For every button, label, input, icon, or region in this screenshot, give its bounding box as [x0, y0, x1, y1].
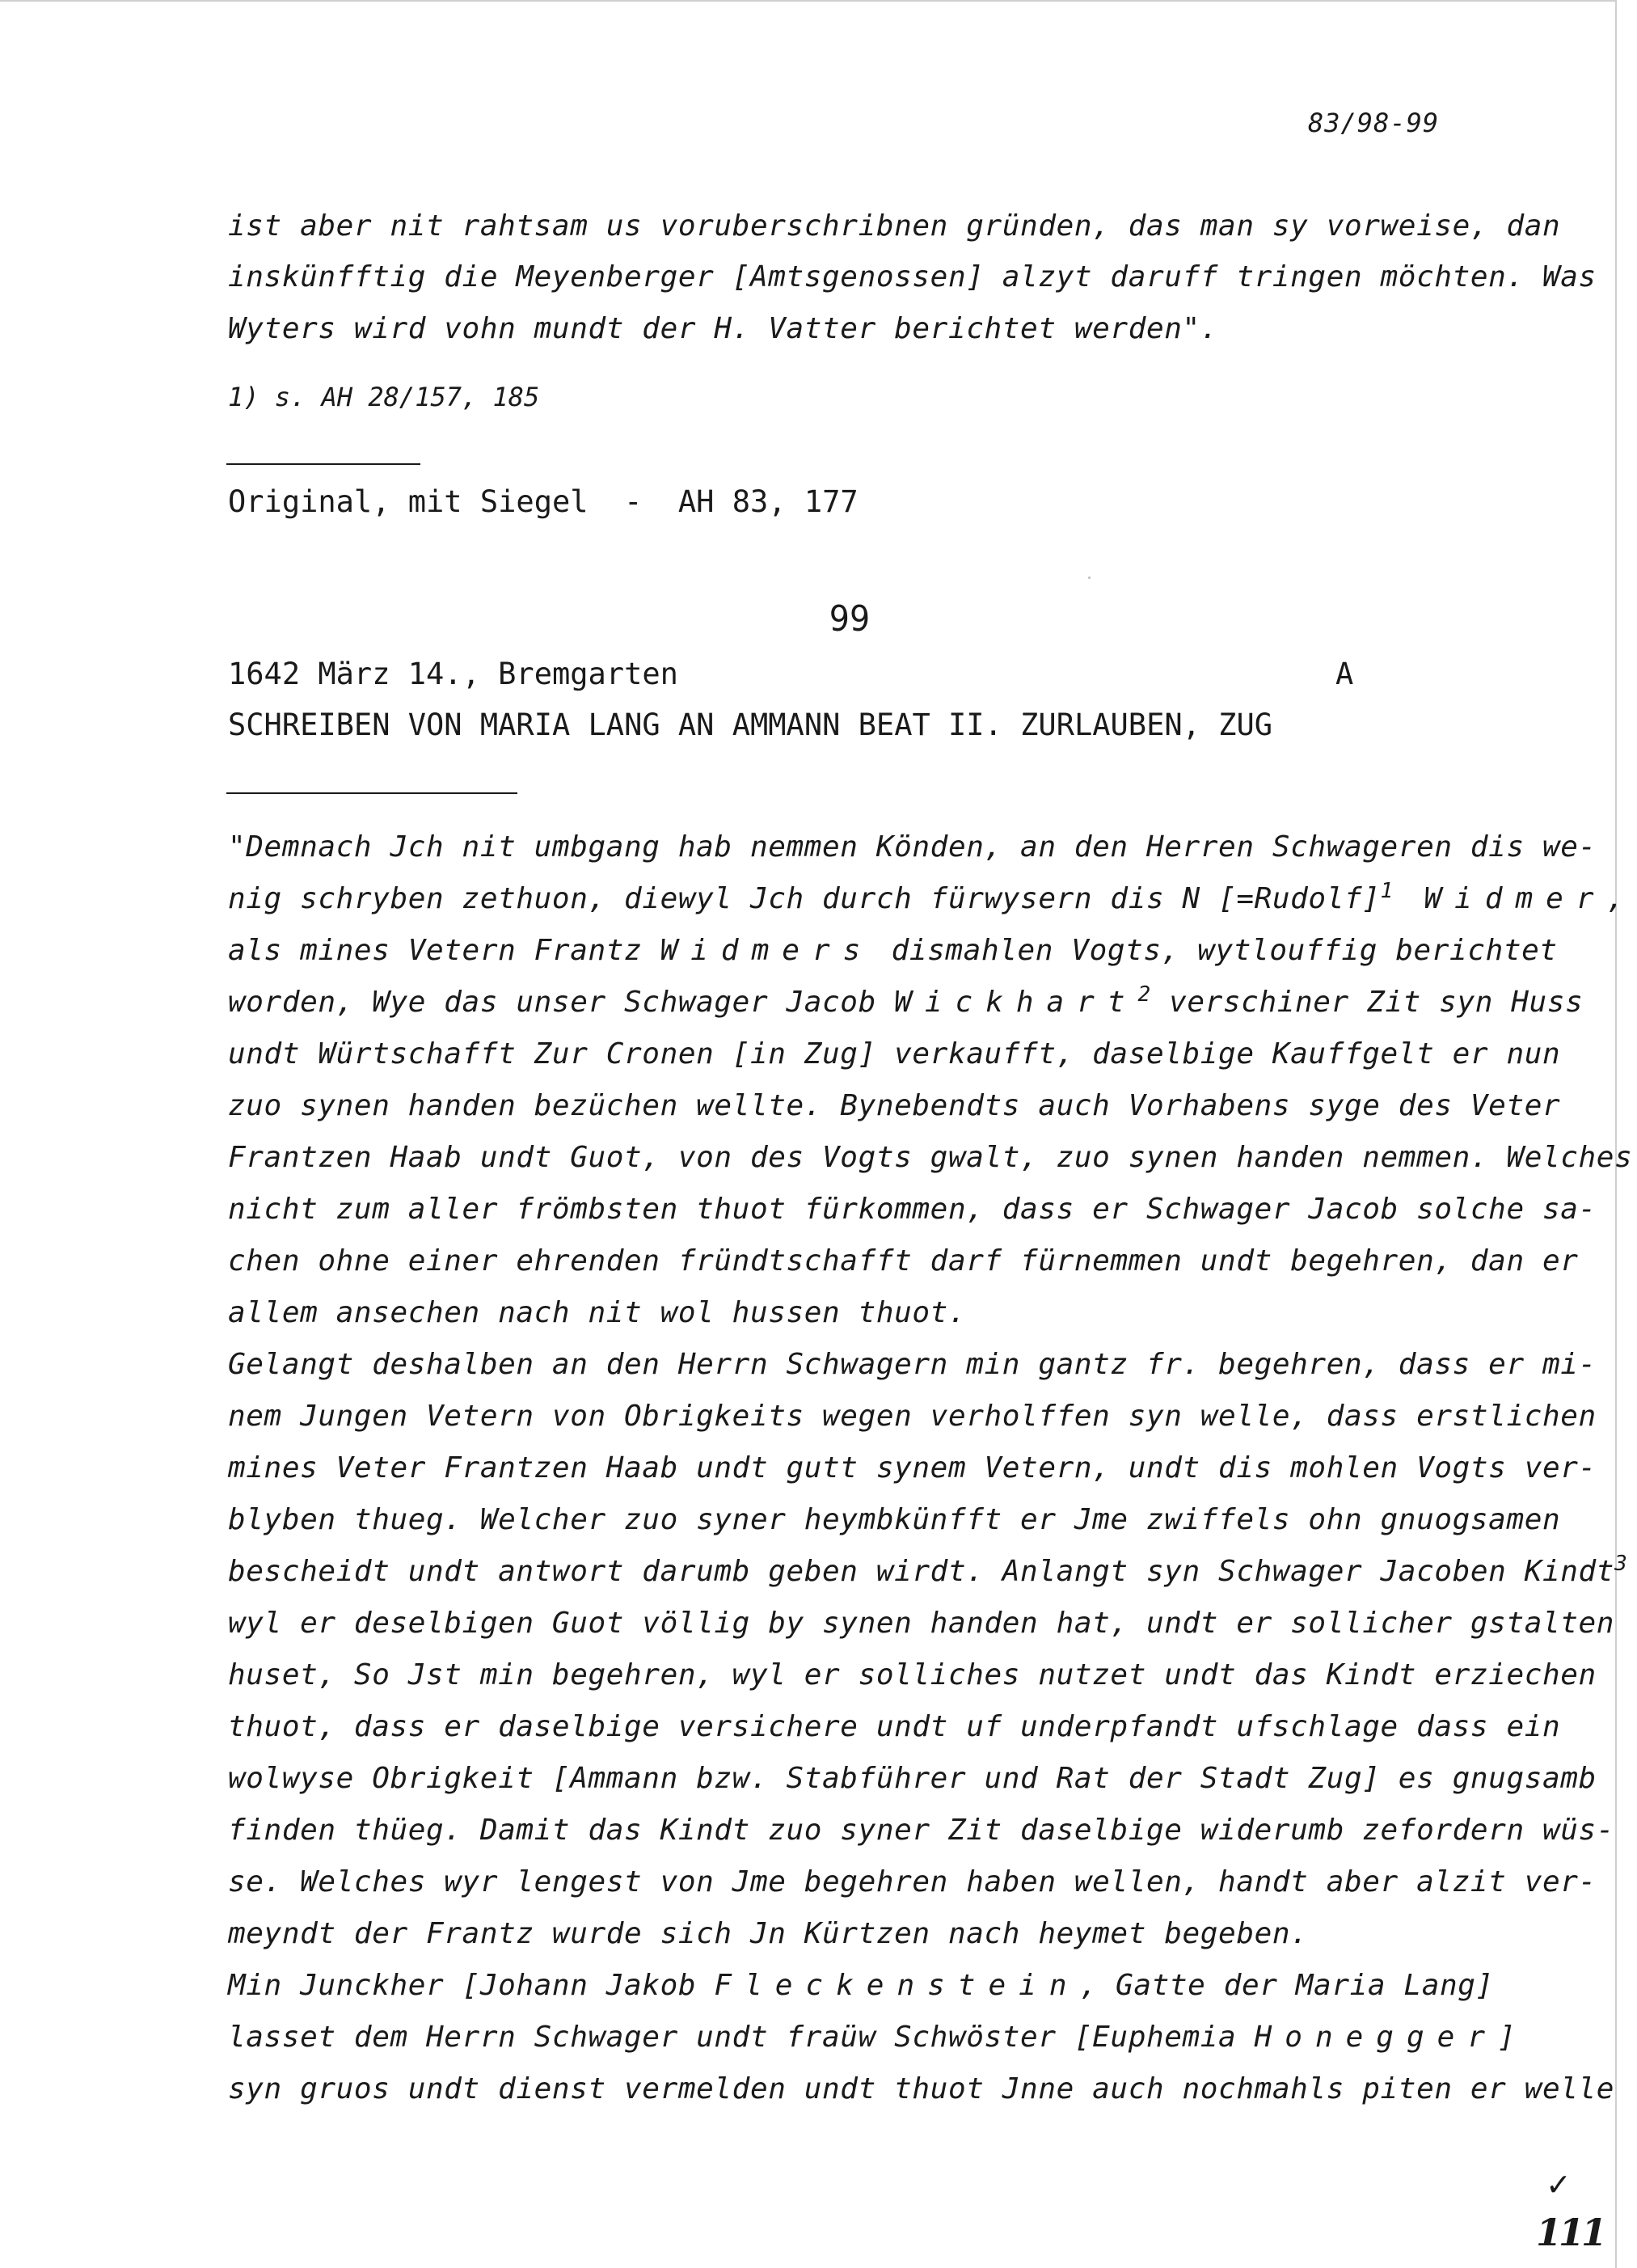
- document-marker: A: [1335, 657, 1354, 691]
- text-line: als mines Vetern Frantz Widmers dismahlen Vogts, wytlouffig berichtet: [228, 934, 1558, 967]
- text-line: zuo synen handen bezüchen wellte. Bynebendts auch Vorhabens syge des Veter: [228, 1089, 1561, 1122]
- footnote: 1) s. AH 28/157, 185: [228, 382, 540, 412]
- document-heading: SCHREIBEN VON MARIA LANG AN AMMANN BEAT II. ZURLAUBEN, ZUG: [228, 707, 1273, 742]
- footnote-ref: 2: [1137, 982, 1151, 1007]
- text-line: wolwyse Obrigkeit [Ammann bzw. Stabführer und Rat der Stadt Zug] es gnugsamb: [228, 1762, 1597, 1795]
- text-line: undt Würtschafft Zur Cronen [in Zug] verkaufft, daselbige Kauffgelt er nun: [228, 1037, 1561, 1071]
- text-line: se. Welches wyr lengest von Jme begehren haben wellen, handt aber alzit ver-: [228, 1865, 1597, 1898]
- text-line: blyben thueg. Welcher zuo syner heymbkünfft er Jme zwiffels ohn gnuogsamen: [228, 1503, 1561, 1536]
- text-line: huset, So Jst min begehren, wyl er solliches nutzet undt das Kindt erziechen: [228, 1658, 1597, 1691]
- handwritten-page-number: 111: [1536, 2211, 1605, 2254]
- text-line: finden thüeg. Damit das Kindt zuo syner Zit daselbige widerumb zefordern wüs-: [228, 1814, 1615, 1847]
- text-line: Min Junckher [Johann Jakob Fleckenstein, Gatte der Maria Lang]: [228, 1969, 1494, 2002]
- text-line: syn gruos undt dienst vermelden undt thuot Jnne auch nochmahls piten er welle: [228, 2072, 1615, 2105]
- footnote-ref: 1: [1380, 879, 1394, 903]
- text-line: ist aber nit rahtsam us voruberschribnen gründen, das man sy vorweise, dan: [228, 209, 1561, 243]
- text-line: nig schryben zethuon, diewyl Jch durch fürwysern dis N [=Rudolf]$^1$ Widmer,: [228, 879, 1637, 915]
- text-line: nicht zum aller frömbsten thuot fürkommen, dass er Schwager Jacob solche sa-: [228, 1193, 1597, 1226]
- text-line: allem ansechen nach nit wol hussen thuot.: [228, 1296, 967, 1329]
- text-line: bescheidt undt antwort darumb geben wirdt. Anlangt syn Schwager Jacoben Kindt$^3$: [228, 1552, 1628, 1588]
- document-number: 99: [829, 598, 871, 640]
- text-line: wyl er deselbigen Guot völlig by synen handen hat, undt er sollicher gstalten: [228, 1607, 1615, 1640]
- text-line: nem Jungen Vetern von Obrigkeits wegen verholffen syn welle, dass erstlichen: [228, 1400, 1597, 1433]
- date-place: 1642 März 14., Bremgarten: [228, 657, 678, 691]
- text-line: "Demnach Jch nit umbgang hab nemmen Könden, an den Herren Schwageren dis we-: [228, 830, 1597, 864]
- text-line: inskünfftig die Meyenberger [Amtsgenossen] alzyt daruff tringen möchten. Was: [228, 260, 1597, 294]
- page-reference: 83/98-99: [1308, 108, 1440, 138]
- text-line: Frantzen Haab undt Guot, von des Vogts gwalt, zuo synen handen nemmen. Welches: [228, 1141, 1633, 1174]
- footnote-divider: [226, 463, 420, 465]
- text-line: thuot, dass er daselbige versichere undt uf underpfandt ufschlage dass ein: [228, 1710, 1561, 1743]
- source-note: Original, mit Siegel - AH 83, 177: [228, 484, 859, 519]
- speck: [1088, 577, 1091, 579]
- text-line: chen ohne einer ehrenden fründtschafft darf fürnemmen undt begehren, dan er: [228, 1244, 1579, 1278]
- text-line: Gelangt deshalben an den Herrn Schwagern min gantz fr. begehren, dass er mi-: [228, 1348, 1597, 1381]
- text-line: lasset dem Herrn Schwager undt fraüw Schwöster [Euphemia Honegger]: [228, 2021, 1517, 2054]
- text-line: worden, Wye das unser Schwager Jacob Wickhart$^2$ verschiner Zit syn Huss: [228, 982, 1584, 1019]
- text-line: mines Veter Frantzen Haab undt gutt synem Vetern, undt dis mohlen Vogts ver-: [228, 1451, 1597, 1485]
- footnote-ref: 3: [1614, 1552, 1628, 1576]
- text-line: Wyters wird vohn mundt der H. Vatter berichtet werden".: [228, 312, 1219, 345]
- heading-divider: [226, 792, 517, 794]
- text-line: meyndt der Frantz wurde sich Jn Kürtzen nach heymet begeben.: [228, 1917, 1309, 1950]
- check-mark-icon: ✓: [1546, 2167, 1572, 2203]
